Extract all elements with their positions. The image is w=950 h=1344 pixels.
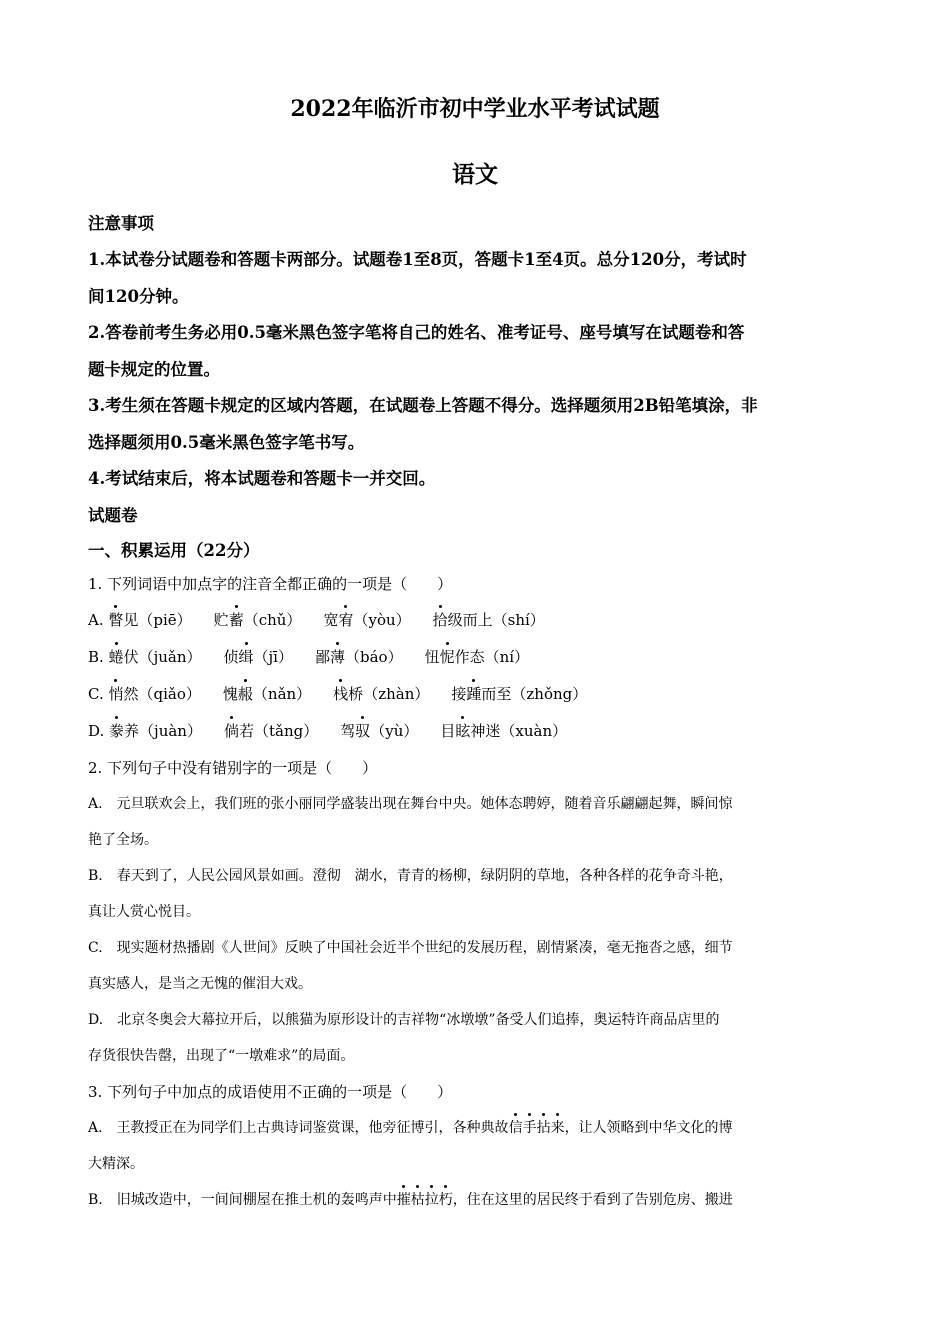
notice-line: 1.本试卷分试题卷和答题卡两部分。试题卷1至8页，答题卡1至4页。总分120分，考试时 (88, 250, 747, 269)
q2-stem: 2. 下列句子中没有错别字的一项是（ ） (88, 759, 378, 777)
notice-line: 选择题须用0.5毫米黑色签字笔书写。 (88, 433, 365, 452)
q3-b-text-before: B. 旧城改造中，一间间棚屋在推土机的轰鸣声中 (88, 1192, 397, 1208)
emphasized-char: 瞥 (108, 611, 124, 629)
option-label: B. (88, 648, 109, 666)
emphasized-char: 拉 (425, 1189, 439, 1209)
q3-option-a (88, 1117, 733, 1137)
q2-line: 艳了全场。 (88, 832, 158, 848)
emphasized-char: 信 (509, 1117, 523, 1137)
emphasized-char: 倘 (223, 722, 239, 740)
emphasized-char: 来 (551, 1117, 565, 1137)
emphasized-char: 枯 (411, 1189, 425, 1209)
q2-line: D. 北京冬奥会大幕拉开后，以熊猫为原形设计的吉祥物“冰墩墩”备受人们追捧，奥运特许商品店里的 (88, 1012, 720, 1028)
option-term: 蜷伏（juǎn） (108, 648, 202, 666)
option-label: C. (88, 685, 109, 703)
emphasized-char: 拈 (537, 1117, 551, 1137)
option-term: 豢养（juàn） (109, 722, 202, 740)
option-term: 栈桥（zhàn） (333, 685, 430, 703)
emphasized-char: 豢 (109, 722, 125, 740)
q2-line: C. 现实题材热播剧《人世间》反映了中国社会近半个世纪的发展历程，剧情紧凑，毫无拖沓之感，细节 (88, 940, 733, 956)
option-term: 悄然（qiǎo） (108, 685, 201, 703)
q3-a-idiom (509, 1120, 565, 1136)
emphasized-char: 赧 (237, 685, 253, 703)
q3-stem: 3. 下列句子中加点的成语使用不正确的一项是（ ） (88, 1083, 453, 1101)
emphasized-char: 眩 (455, 722, 471, 740)
q1-option-a (88, 609, 567, 630)
q3-b-text-after: ，住在这里的居民终于看到了告别危房、搬进 (452, 1192, 733, 1208)
option-term: 驾驭（yù） (340, 722, 419, 740)
emphasized-char: 蜷 (108, 648, 124, 666)
notice-line: 间120分钟。 (88, 287, 189, 306)
emphasized-char: 驭 (355, 722, 371, 740)
emphasized-char: 缉 (238, 648, 254, 666)
paper-section-heading: 试题卷 (88, 506, 138, 525)
section-one-heading: 一、积累运用（22分） (88, 541, 260, 560)
exam-title: 2022年临沂市初中学业水平考试试题 (290, 96, 660, 122)
emphasized-char: 摧 (397, 1189, 411, 1209)
q1-stem: 1. 下列词语中加点字的注音全都正确的一项是（ ） (88, 575, 453, 593)
q3-option-b (88, 1189, 733, 1209)
option-term: 忸怩作态（ní） (424, 648, 530, 666)
option-label: D. (88, 722, 110, 740)
notice-line: 4.考试结束后，将本试题卷和答题卡一并交回。 (88, 469, 436, 488)
option-term: 倘若（tǎng） (223, 722, 319, 740)
notice-line: 3.考生须在答题卡规定的区域内答题，在试题卷上答题不得分。选择题须用2B铅笔填涂，非 (88, 396, 758, 415)
emphasized-char: 拾 (432, 611, 448, 629)
emphasized-char: 手 (523, 1117, 537, 1137)
emphasized-char: 栈 (333, 685, 349, 703)
option-term: 鄙薄（báo） (314, 648, 403, 666)
q3-b-idiom (397, 1192, 453, 1208)
emphasized-char: 怩 (439, 648, 455, 666)
option-term: 拾级而上（shí） (432, 611, 545, 629)
q2-line: A. 元旦联欢会上，我们班的张小丽同学盛装出现在舞台中央。她体态聘婷，随着音乐翩翩起舞，瞬间惊 (88, 796, 733, 812)
option-term: 接踵而至（zhǒng） (451, 685, 588, 703)
option-term: 愧赧（nǎn） (222, 685, 312, 703)
q1-option-d (88, 720, 589, 741)
emphasized-char: 踵 (466, 685, 482, 703)
emphasized-char: 宥 (338, 611, 354, 629)
q2-line: B. 春天到了，人民公园风景如画。澄彻 湖水，青青的杨柳，绿阴阴的草地，各种各样的花争奇斗艳， (88, 868, 733, 884)
option-label: A. (88, 611, 109, 629)
notice-line: 2.答卷前考生务必用0.5毫米黑色签字笔将自己的姓名、准考证号、座号填写在试题卷和答 (88, 323, 745, 342)
notice-line: 题卡规定的位置。 (88, 360, 220, 379)
option-term: 贮蓄（chǔ） (213, 611, 302, 629)
emphasized-char: 薄 (330, 648, 346, 666)
emphasized-char: 悄 (108, 685, 124, 703)
q1-option-c (88, 683, 609, 704)
q3-option-a-line2: 大精深。 (88, 1156, 144, 1172)
subject-title: 语文 (452, 161, 498, 188)
option-term: 瞥见（piē） (108, 611, 192, 629)
q1-option-b (88, 646, 551, 667)
q2-line: 存货很快告罄，出现了“一墩难求”的局面。 (88, 1048, 355, 1064)
q2-line: 真实感人，是当之无愧的催泪大戏。 (88, 976, 312, 992)
q2-line: 真让人赏心悦目。 (88, 904, 200, 920)
notice-heading: 注意事项 (88, 214, 154, 233)
option-term: 宽宥（yòu） (323, 611, 411, 629)
q3-a-text-before: A. 王教授正在为同学们上古典诗词鉴赏课，他旁征博引，各种典故 (88, 1120, 509, 1136)
emphasized-char: 朽 (439, 1189, 453, 1209)
q3-a-text-after: ，让人领略到中华文化的博 (564, 1120, 733, 1136)
option-term: 目眩神迷（xuàn） (440, 722, 568, 740)
emphasized-char: 蓄 (228, 611, 244, 629)
option-term: 侦缉（jī） (223, 648, 293, 666)
